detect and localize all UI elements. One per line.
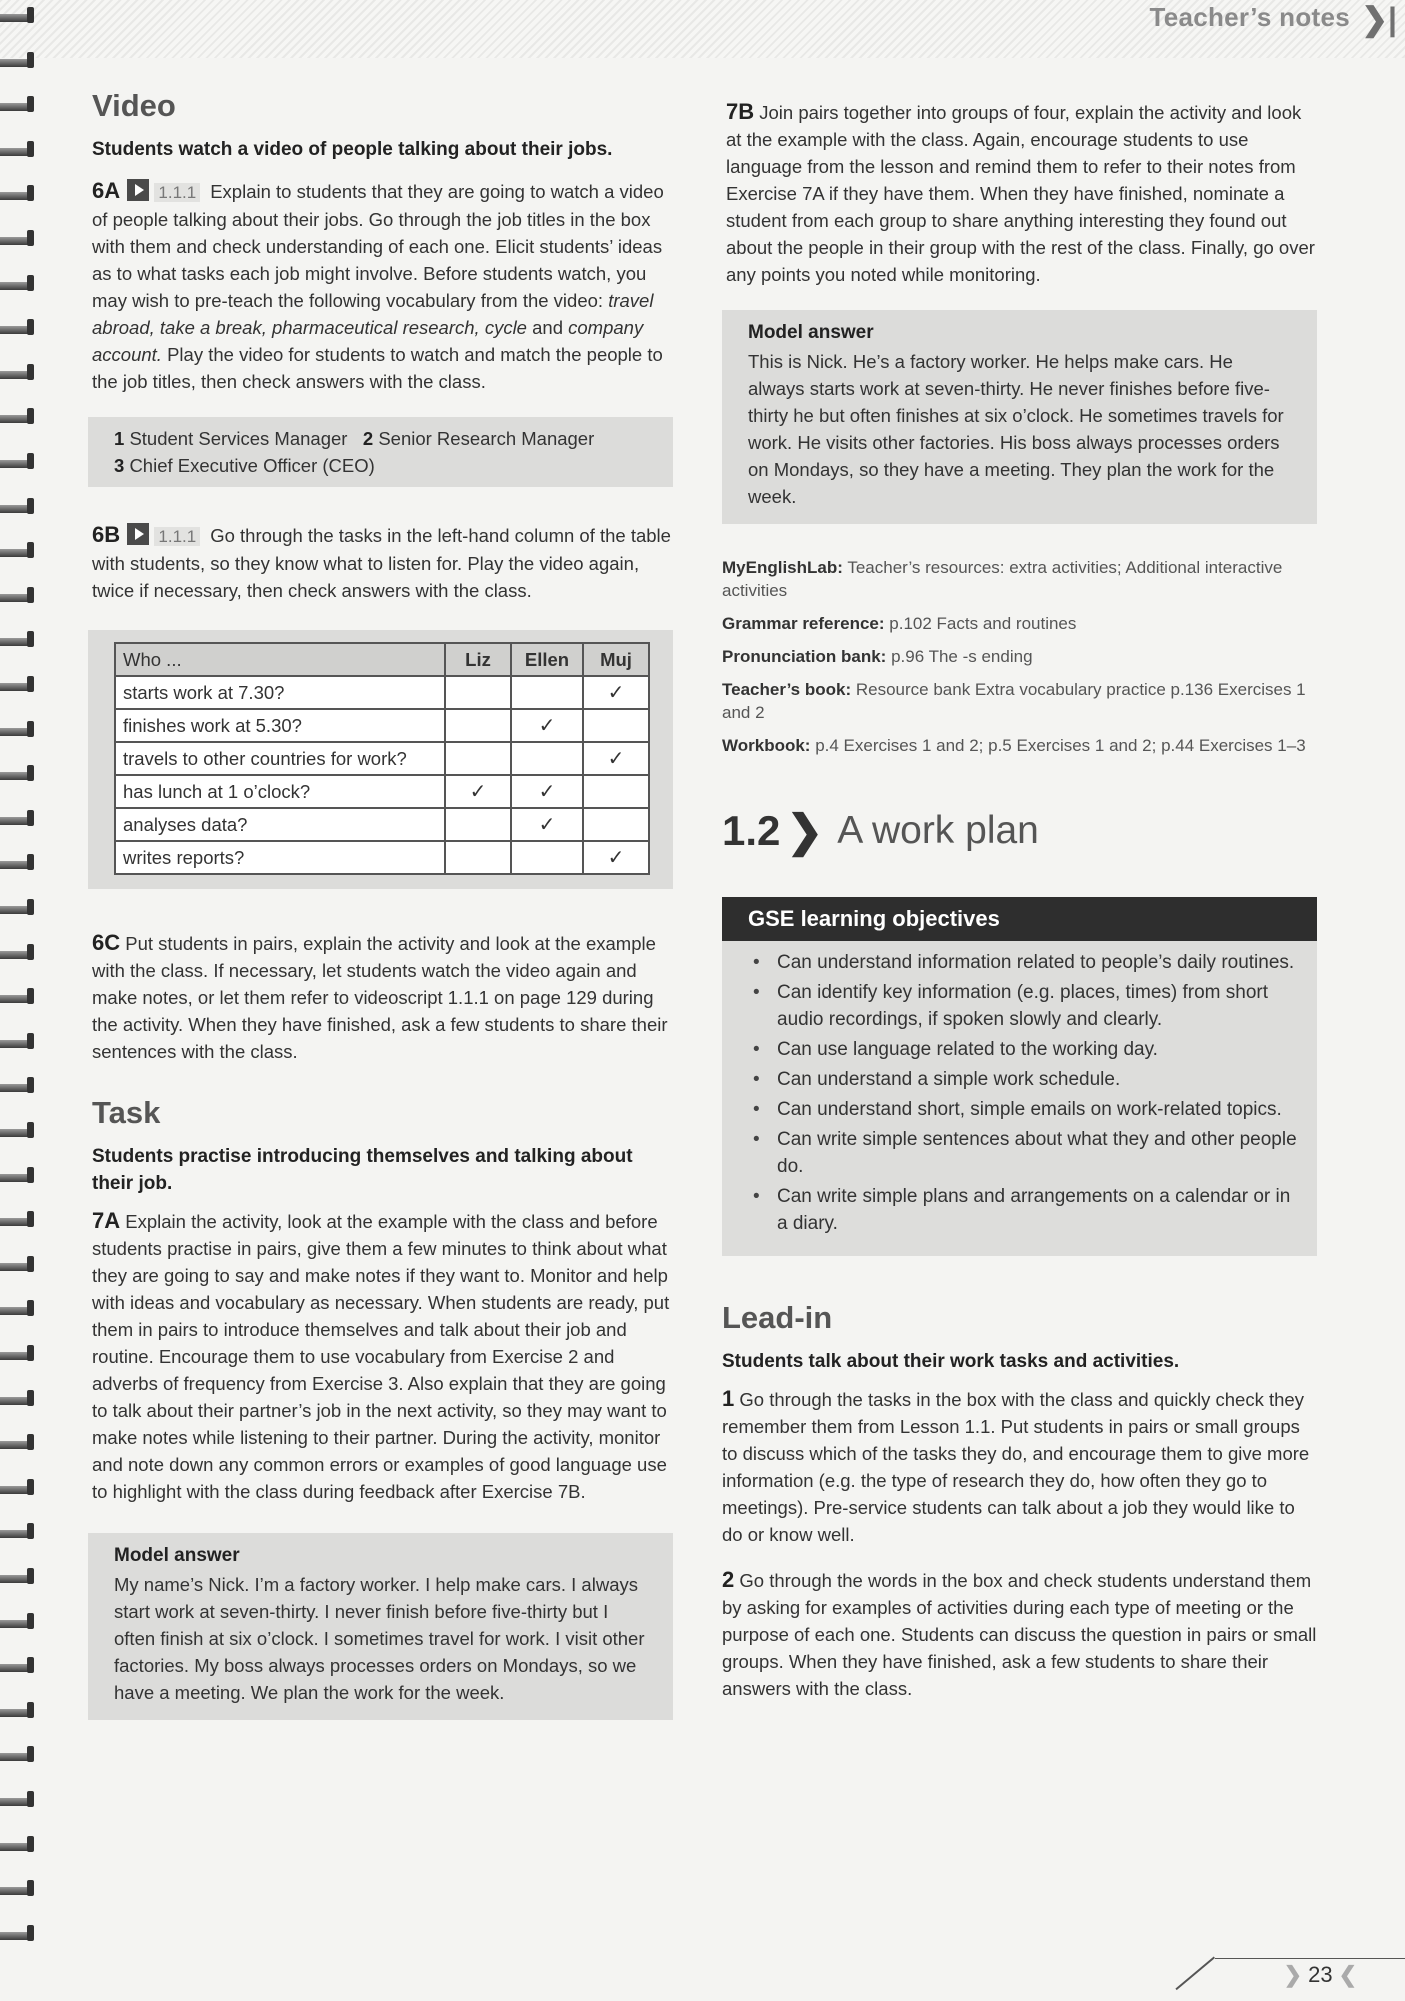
answer-text: Chief Executive Officer (CEO)	[129, 455, 375, 476]
chevron-right-icon: ❯	[786, 806, 824, 856]
lesson-title	[722, 801, 1317, 861]
table-header-row	[115, 643, 649, 676]
lead-in-heading: Lead-in	[722, 1300, 833, 1335]
lesson-number: 1.2	[722, 807, 781, 854]
chevron-right-icon: ❯	[1283, 1962, 1303, 1987]
binding-ring	[0, 1575, 34, 1583]
binding-ring	[0, 1753, 34, 1761]
video-reference: 1.1.1	[154, 183, 200, 202]
binding-ring	[0, 192, 34, 200]
table-cell	[511, 676, 583, 709]
exercise-6c	[92, 929, 673, 1065]
binding-ring	[0, 1129, 34, 1137]
binding-ring	[0, 861, 34, 869]
exercise-text: Play the video for students to watch and match the people to the job titles, then check answers with the class.	[92, 344, 663, 392]
reference-text: Teacher’s resources: extra activities; Additional interactive activities	[722, 558, 1283, 600]
table-cell	[583, 709, 649, 742]
table-row	[115, 676, 649, 709]
vocabulary-item: company account.	[92, 317, 644, 365]
reference-label: Pronunciation bank:	[722, 647, 887, 666]
binding-ring	[0, 1263, 34, 1271]
table-cell: writes reports?	[115, 841, 445, 874]
binding-ring	[0, 1620, 34, 1628]
exercise-2	[722, 1566, 1317, 1702]
exercise-text: Explain the activity, look at the example with the class and before students practise in pairs, give them a few minutes to think about what they are going to say and make notes if they want to. Monitor and help with ideas and vocabulary as necessary. When students are ready, put them in pairs to introduce themselves and talk about their job and routine. Encourage them to use vocabulary from Exercise 2 and adverbs of frequency from Exercise 3. Also explain that they are going to talk about their partner’s job in the next activity, so they may want to make notes while listening to their partner. During the activity, monitor and note down any common errors or examples of good language use to highlight with the class during feedback after Exercise 7B.	[92, 1211, 670, 1502]
binding-ring	[0, 995, 34, 1003]
exercise-text: and	[526, 317, 569, 338]
table-cell	[445, 676, 511, 709]
table-cell: finishes work at 5.30?	[115, 709, 445, 742]
table-header: Muj	[583, 643, 649, 676]
table-cell: ✓	[583, 742, 649, 775]
binding-ring	[0, 505, 34, 513]
task-subheading: Students practise introducing themselves and talking about their job.	[92, 1146, 633, 1194]
binding-ring	[0, 1887, 34, 1895]
list-item: • Can write simple plans and arrangements on a calendar or in a diary.	[742, 1183, 1297, 1237]
list-item: • Can understand information related to people’s daily routines.	[742, 949, 1297, 976]
chevron-left-icon: ❮	[1338, 1962, 1357, 1987]
binding-ring	[0, 1040, 34, 1048]
answer-table-box	[88, 630, 673, 889]
header-chevron-icon: ❯|	[1361, 1, 1397, 37]
reference-item	[722, 556, 1317, 602]
binding-ring	[0, 817, 34, 825]
video-play-icon	[127, 523, 149, 545]
binding-ring	[0, 1307, 34, 1315]
exercise-6a	[92, 177, 673, 395]
binding-ring	[0, 1709, 34, 1717]
table-cell: travels to other countries for work?	[115, 742, 445, 775]
list-item: • Can write simple sentences about what they and other people do.	[742, 1126, 1297, 1180]
lesson-name: A work plan	[837, 809, 1039, 852]
video-reference: 1.1.1	[154, 527, 200, 546]
answer-line	[114, 452, 647, 479]
table-row	[115, 775, 649, 808]
lead-in-subheading: Students talk about their work tasks and activities.	[722, 1351, 1180, 1372]
table-cell: ✓	[583, 676, 649, 709]
header-title: Teacher’s notes	[1149, 2, 1350, 32]
answer-box-6a	[88, 417, 673, 487]
binding-ring	[0, 1932, 34, 1940]
binding-ring	[0, 683, 34, 691]
binding-ring	[0, 1843, 34, 1851]
table-header: Liz	[445, 643, 511, 676]
answer-text: Senior Research Manager	[378, 428, 595, 449]
reference-text: Resource bank Extra vocabulary practice p.136 Exercises 1 and 2	[722, 680, 1306, 722]
binding-ring	[0, 148, 34, 156]
list-item: • Can understand short, simple emails on work-related topics.	[742, 1096, 1297, 1123]
binding-ring	[0, 1084, 34, 1092]
binding-ring	[0, 728, 34, 736]
model-answer-box-7b	[722, 310, 1317, 524]
binding-ring	[0, 103, 34, 111]
table-cell: ✓	[511, 709, 583, 742]
binding-ring	[0, 951, 34, 959]
video-play-icon	[127, 179, 149, 201]
table-cell: ✓	[511, 808, 583, 841]
reference-item	[722, 678, 1317, 724]
answer-number: 3	[114, 455, 125, 476]
exercise-6b	[92, 521, 673, 604]
reference-label: MyEnglishLab:	[722, 558, 843, 577]
reference-text: p.4 Exercises 1 and 2; p.5 Exercises 1 and 2; p.44 Exercises 1–3	[815, 736, 1306, 755]
exercise-text: Go through the words in the box and check students understand them by asking for examples of activities during each type of meeting or the purpose of each one. Students can discuss the question in pairs or small groups. When they have finished, ask a few students to share their answers with the class.	[722, 1570, 1317, 1699]
model-answer-box-7a	[88, 1533, 673, 1720]
exercise-text: Explain to students that they are going to watch a video of people talking about their jobs. Go through the job titles in the box with them and check understanding of each one. Elicit students’ ideas as to what tasks each job might involve. Before students watch, you may wish to pre-teach the following vocabulary from the video:	[92, 181, 664, 311]
table-cell: starts work at 7.30?	[115, 676, 445, 709]
table-row	[115, 742, 649, 775]
exercise-label: 2	[722, 1567, 735, 1592]
list-item: • Can use language related to the working day.	[742, 1036, 1297, 1063]
table-cell: ✓	[445, 775, 511, 808]
table-cell	[445, 808, 511, 841]
exercise-text: Go through the tasks in the box with the class and quickly check they remember them from Lesson 1.1. Put students in pairs or small groups to discuss which of the tasks they do, and encourage them to give more information (e.g. the type of research they do, how often they go to meetings). Pre-service students can talk about a job they would like to do or know well.	[722, 1389, 1310, 1545]
table-cell: has lunch at 1 o’clock?	[115, 775, 445, 808]
gse-objectives-list	[722, 941, 1317, 1256]
model-answer-title: Model answer	[748, 322, 874, 343]
binding-ring	[0, 371, 34, 379]
binding-ring	[0, 594, 34, 602]
binding-ring	[0, 415, 34, 423]
binding-ring	[0, 1664, 34, 1672]
binding-ring	[0, 906, 34, 914]
video-subheading: Students watch a video of people talking about their jobs.	[92, 139, 613, 160]
binding-ring	[0, 772, 34, 780]
reference-item	[722, 645, 1317, 668]
table-cell	[511, 841, 583, 874]
exercise-7b	[726, 98, 1317, 288]
binding-ring	[0, 1486, 34, 1494]
exercise-label: 7A	[92, 1208, 121, 1233]
binding-ring	[0, 1397, 34, 1405]
table-row	[115, 841, 649, 874]
exercise-1	[722, 1385, 1317, 1548]
table-cell: analyses data?	[115, 808, 445, 841]
exercise-label: 7B	[726, 99, 755, 124]
spiral-binding	[0, 0, 38, 2000]
reference-item	[722, 734, 1317, 757]
reference-item	[722, 612, 1317, 635]
table-cell	[583, 775, 649, 808]
resource-references	[722, 556, 1317, 757]
right-column	[722, 98, 1317, 1702]
binding-ring	[0, 237, 34, 245]
footer-corner-diagonal	[1175, 1956, 1215, 1990]
gse-objectives-title: GSE learning objectives	[722, 897, 1317, 941]
answer-number: 1	[114, 428, 125, 449]
page-number-text: 23	[1308, 1962, 1333, 1987]
exercise-label: 6B	[92, 522, 121, 547]
table-cell	[445, 742, 511, 775]
model-answer-title: Model answer	[114, 1545, 240, 1566]
binding-ring	[0, 1174, 34, 1182]
table-cell: ✓	[583, 841, 649, 874]
table-row	[115, 709, 649, 742]
answer-text: Student Services Manager	[129, 428, 348, 449]
answer-number: 2	[362, 428, 374, 449]
binding-ring	[0, 1441, 34, 1449]
table-cell: ✓	[511, 775, 583, 808]
exercise-label: 6A	[92, 178, 121, 203]
table-cell	[445, 709, 511, 742]
left-column	[88, 88, 673, 1720]
binding-ring	[0, 1530, 34, 1538]
exercise-label: 1	[722, 1386, 735, 1411]
answer-line	[114, 425, 647, 452]
model-answer-text: My name’s Nick. I’m a factory worker. I help make cars. I always start work at seven-thirty. I never finish before five-thirty but I often finish at six o’clock. I sometimes travel for work. I visit other factories. My boss always processes orders on Mondays, so we have a meeting. We plan the work for the week.	[114, 1574, 645, 1703]
table-header: Ellen	[511, 643, 583, 676]
reference-text: p.96 The -s ending	[891, 647, 1033, 666]
binding-ring	[0, 638, 34, 646]
binding-ring	[0, 59, 34, 67]
reference-label: Workbook:	[722, 736, 811, 755]
binding-ring	[0, 549, 34, 557]
reference-text: p.102 Facts and routines	[889, 614, 1077, 633]
page-number	[1284, 1962, 1357, 1988]
table-row	[115, 808, 649, 841]
binding-ring	[0, 14, 34, 22]
table-header: Who ...	[115, 643, 445, 676]
binding-ring	[0, 460, 34, 468]
exercise-text: Put students in pairs, explain the activity and look at the example with the class. If necessary, let students watch the video again and make notes, or let them refer to videoscript 1.1.1 on page 129 during the activity. When they have finished, ask a few students to share their sentences with the class.	[92, 933, 668, 1062]
binding-ring	[0, 1218, 34, 1226]
table-cell	[445, 841, 511, 874]
exercise-7a	[92, 1207, 673, 1505]
task-heading: Task	[92, 1095, 161, 1130]
list-item: • Can understand a simple work schedule.	[742, 1066, 1297, 1093]
answer-table	[114, 642, 650, 875]
reference-label: Teacher’s book:	[722, 680, 852, 699]
exercise-label: 6C	[92, 930, 121, 955]
binding-ring	[0, 282, 34, 290]
video-heading: Video	[92, 88, 176, 123]
model-answer-text: This is Nick. He’s a factory worker. He helps make cars. He always starts work at seven-thirty. He never finishes before five-thirty he but often finishes at six o’clock. He sometimes travels for work. He visits other factories. His boss always processes orders on Mondays, so they have a meeting. They plan the work for the week.	[748, 351, 1284, 507]
binding-ring	[0, 1798, 34, 1806]
binding-ring	[0, 326, 34, 334]
exercise-text: Go through the tasks in the left-hand column of the table with students, so they know what to listen for. Play the video again, twice if necessary, then check answers with the class.	[92, 525, 671, 601]
exercise-text: Join pairs together into groups of four, explain the activity and look at the example with the class. Again, encourage students to use language from the lesson and remind them to refer to their notes from Exercise 7A if they have them. When they have finished, nominate a student from each group to share anything interesting they found out about the people in their group with the rest of the class. Finally, go over any points you noted while monitoring.	[726, 102, 1315, 285]
list-item: • Can identify key information (e.g. places, times) from short audio recordings, if spoken slowly and clearly.	[742, 979, 1297, 1033]
vocabulary-list: travel abroad, take a break, pharmaceutical research, cycle	[92, 290, 654, 338]
table-cell	[511, 742, 583, 775]
table-cell	[583, 808, 649, 841]
reference-label: Grammar reference:	[722, 614, 885, 633]
binding-ring	[0, 1352, 34, 1360]
